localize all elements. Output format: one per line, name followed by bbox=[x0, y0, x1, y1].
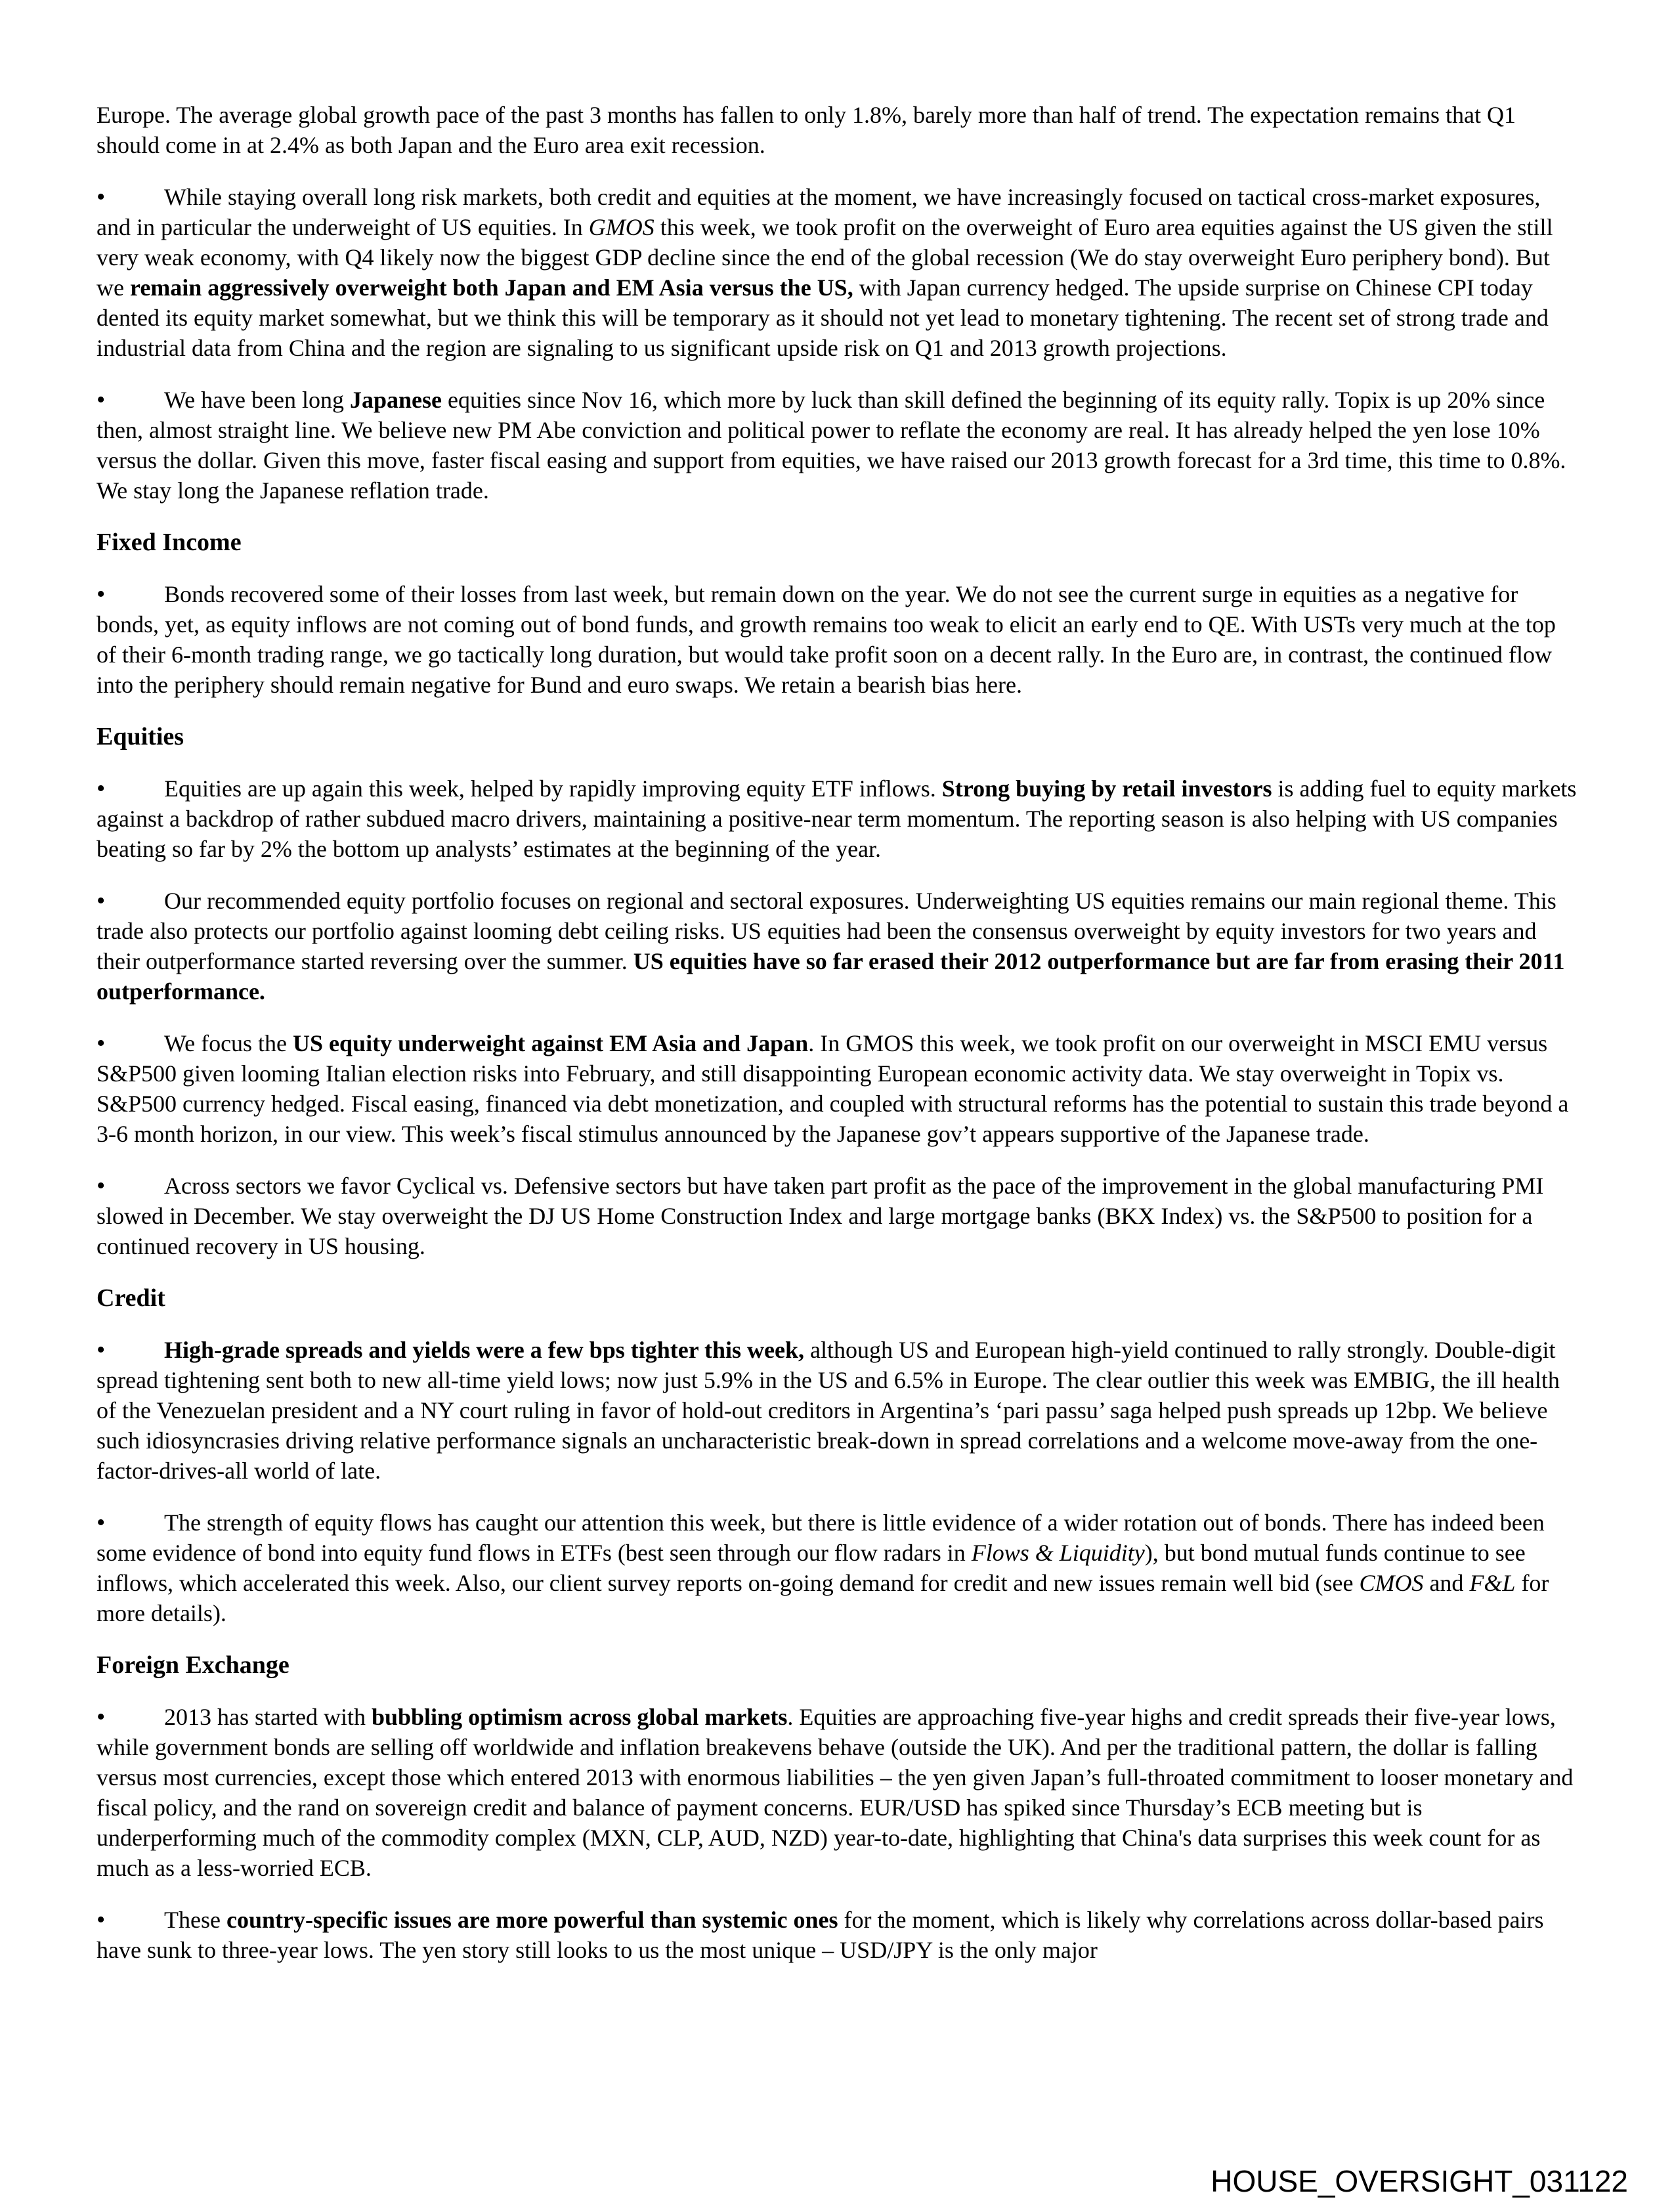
bullet-paragraph bbox=[97, 1171, 1579, 1261]
bullet-icon: • bbox=[97, 580, 106, 608]
bullet-paragraph bbox=[97, 1028, 1579, 1149]
bullet-paragraph bbox=[97, 773, 1579, 864]
bullet-icon: • bbox=[97, 1336, 106, 1364]
bates-stamp: HOUSE_OVERSIGHT_031122 bbox=[1211, 2164, 1628, 2198]
text-segment: equities since Nov 16, which more by luck than skill defined the beginning of its equity rally. Topix is up 20% since then, almost straight line. We believe new PM Abe conviction and political power to reflate the economy are real. It has already helped the yen lose 10% versus the dollar. Given this move, faster fiscal easing and support from equities, we have raised our 2013 growth forecast for a 3rd time, this time to 0.8%. We stay long the Japanese reflation trade. bbox=[97, 387, 1566, 504]
bullet-paragraph bbox=[97, 182, 1579, 363]
bullet-icon: • bbox=[97, 775, 106, 802]
bullet-icon: • bbox=[97, 1172, 106, 1200]
text-segment: this week, we took profit on the overweight of Euro area equities against the US given the still very weak economy, with Q4 likely now the biggest GDP decline since the end of the global recession (We do stay overweight Euro periphery bond). But we bbox=[97, 214, 1553, 301]
text-segment: The strength of equity flows has caught our attention this week, but there is little evidence of a wider rotation out of bonds. There has indeed been some evidence of bond into equity fund flows in ETFs (best seen through our flow radars in bbox=[97, 1509, 1545, 1566]
text-segment: bubbling optimism across global markets bbox=[371, 1704, 788, 1730]
text-segment: Bonds recovered some of their losses from last week, but remain down on the year. We do not see the current surge in equities as a negative for bonds, yet, as equity inflows are not coming out of bond funds, and growth remains too weak to elicit an early end to QE. With USTs very much at the top of their 6-month trading range, we go tactically long duration, but would take profit soon on a decent rally. In the Euro are, in contrast, the continued flow into the periphery should remain negative for Bund and euro swaps. We retain a bearish bias here. bbox=[97, 581, 1556, 698]
text-segment: Flows & Liquidity bbox=[971, 1540, 1145, 1566]
bullet-icon: • bbox=[97, 1906, 106, 1934]
bullet-paragraph bbox=[97, 579, 1579, 700]
text-segment: While staying overall long risk markets, both credit and equities at the moment, we have increasingly focused on tactical cross-market exposures, and in particular the underweight of US equities. In bbox=[97, 184, 1541, 240]
bullet-icon: • bbox=[97, 1509, 106, 1536]
section-heading bbox=[97, 1650, 1579, 1680]
text-segment: Our recommended equity portfolio focuses on regional and sectoral exposures. Underweighting US equities remains our main regional theme. This trade also protects our portfolio against looming debt ceiling risks. US equities had been the consensus overweight by equity investors for two years and their outperformance started reversing over the summer. bbox=[97, 888, 1556, 974]
document-content bbox=[97, 100, 1579, 1987]
bullet-paragraph bbox=[97, 886, 1579, 1007]
text-segment: . Equities are approaching five-year highs and credit spreads their five-year lows, while government bonds are selling off worldwide and inflation breakevens behave (outside the UK). And per the traditional pattern, the dollar is falling versus most currencies, except those which entered 2013 with enormous liabilities – the yen given Japan’s full-throated commitment to looser monetary and fiscal policy, and the rand on sovereign credit and balance of payment concerns. EUR/USD has spiked since Thursday’s ECB meeting but is underperforming much of the commodity complex (MXN, CLP, AUD, NZD) year-to-date, highlighting that China's data surprises this week count for as much as a less-worried ECB. bbox=[97, 1704, 1574, 1881]
text-segment: for the moment, which is likely why correlations across dollar-based pairs have sunk to three-year lows. The yen story still looks to us the most unique – USD/JPY is the only major bbox=[97, 1907, 1544, 1963]
text-segment: Credit bbox=[97, 1284, 165, 1312]
text-segment: country-specific issues are more powerful than systemic ones bbox=[226, 1907, 838, 1933]
text-segment: CMOS bbox=[1359, 1570, 1424, 1596]
text-segment: Strong buying by retail investors bbox=[941, 775, 1272, 802]
bullet-paragraph bbox=[97, 385, 1579, 506]
text-segment: High-grade spreads and yields were a few bps tighter this week, bbox=[164, 1337, 805, 1363]
text-segment: ), but bond mutual funds continue to see inflows, which accelerated this week. Also, our client survey reports on-going demand for credit and new issues remain well bid (see bbox=[97, 1540, 1526, 1596]
section-heading bbox=[97, 527, 1579, 557]
text-segment: Equities bbox=[97, 723, 184, 750]
text-segment: is adding fuel to equity markets against a backdrop of rather subdued macro drivers, maintaining a positive-near term momentum. The reporting season is also helping with US companies beating so far by 2% the bottom up analysts’ estimates at the beginning of the year. bbox=[97, 775, 1577, 862]
text-segment: US equity underweight against EM Asia and Japan bbox=[293, 1030, 809, 1056]
text-segment: Fixed Income bbox=[97, 529, 242, 556]
text-segment: Across sectors we favor Cyclical vs. Defensive sectors but have taken part profit as the pace of the improvement in the global manufacturing PMI slowed in December. We stay overweight the DJ US Home Construction Index and large mortgage banks (BKX Index) vs. the S&P500 to position for a continued recovery in US housing. bbox=[97, 1173, 1544, 1259]
text-segment: with Japan currency hedged. The upside surprise on Chinese CPI today dented its equity market somewhat, but we think this will be temporary as it should not yet lead to monetary tightening. The recent set of strong trade and industrial data from China and the region are signaling to us significant upside risk on Q1 and 2013 growth projections. bbox=[97, 274, 1549, 361]
bullet-icon: • bbox=[97, 386, 106, 414]
bullet-icon: • bbox=[97, 1030, 106, 1057]
body-paragraph bbox=[97, 100, 1579, 160]
text-segment: We have been long bbox=[164, 387, 350, 413]
text-segment: Equities are up again this week, helped by rapidly improving equity ETF inflows. bbox=[164, 775, 942, 802]
text-segment: Japanese bbox=[350, 387, 442, 413]
section-heading bbox=[97, 722, 1579, 752]
text-segment: Foreign Exchange bbox=[97, 1651, 290, 1679]
text-segment: remain aggressively overweight both Japan and EM Asia versus the US, bbox=[129, 274, 853, 301]
text-segment: GMOS bbox=[588, 214, 655, 240]
bullet-icon: • bbox=[97, 1703, 106, 1731]
text-segment: These bbox=[164, 1907, 226, 1933]
text-segment: . In GMOS this week, we took profit on our overweight in MSCI EMU versus S&P500 given looming Italian election risks into February, and still disappointing European economic activity data. We stay overweight in Topix vs. S&P500 currency hedged. Fiscal easing, financed via debt monetization, and coupled with structural reforms has the potential to sustain this trade beyond a 3-6 month horizon, in our view. This week’s fiscal stimulus announced by the Japanese gov’t appears supportive of the Japanese trade. bbox=[97, 1030, 1569, 1147]
text-segment: and bbox=[1423, 1570, 1470, 1596]
text-segment: for more details). bbox=[97, 1570, 1549, 1626]
bullet-paragraph bbox=[97, 1905, 1579, 1965]
bullet-icon: • bbox=[97, 887, 106, 915]
bullet-paragraph bbox=[97, 1335, 1579, 1486]
bullet-paragraph bbox=[97, 1507, 1579, 1628]
section-heading bbox=[97, 1283, 1579, 1313]
text-segment: Europe. The average global growth pace of the past 3 months has fallen to only 1.8%, barely more than half of trend. The expectation remains that Q1 should come in at 2.4% as both Japan and the Euro area exit recession. bbox=[97, 102, 1516, 158]
bullet-paragraph bbox=[97, 1702, 1579, 1883]
text-segment: F&L bbox=[1469, 1570, 1516, 1596]
bullet-icon: • bbox=[97, 183, 106, 211]
text-segment: 2013 has started with bbox=[164, 1704, 372, 1730]
text-segment: US equities have so far erased their 2012 outperformance but are far from erasing their 2011 outperformance. bbox=[97, 948, 1565, 1005]
text-segment: although US and European high-yield continued to rally strongly. Double-digit spread tightening sent both to new all-time yield lows; now just 5.9% in the US and 6.5% in Europe. The clear outlier this week was EMBIG, the ill health of the Venezuelan president and a NY court ruling in favor of hold-out creditors in Argentina’s ‘pari passu’ saga helped push spreads up 12bp. We believe such idiosyncrasies driving relative performance signals an uncharacteristic break-down in spread correlations and a welcome move-away from the one-factor-drives-all world of late. bbox=[97, 1337, 1560, 1484]
text-segment: We focus the bbox=[164, 1030, 293, 1056]
